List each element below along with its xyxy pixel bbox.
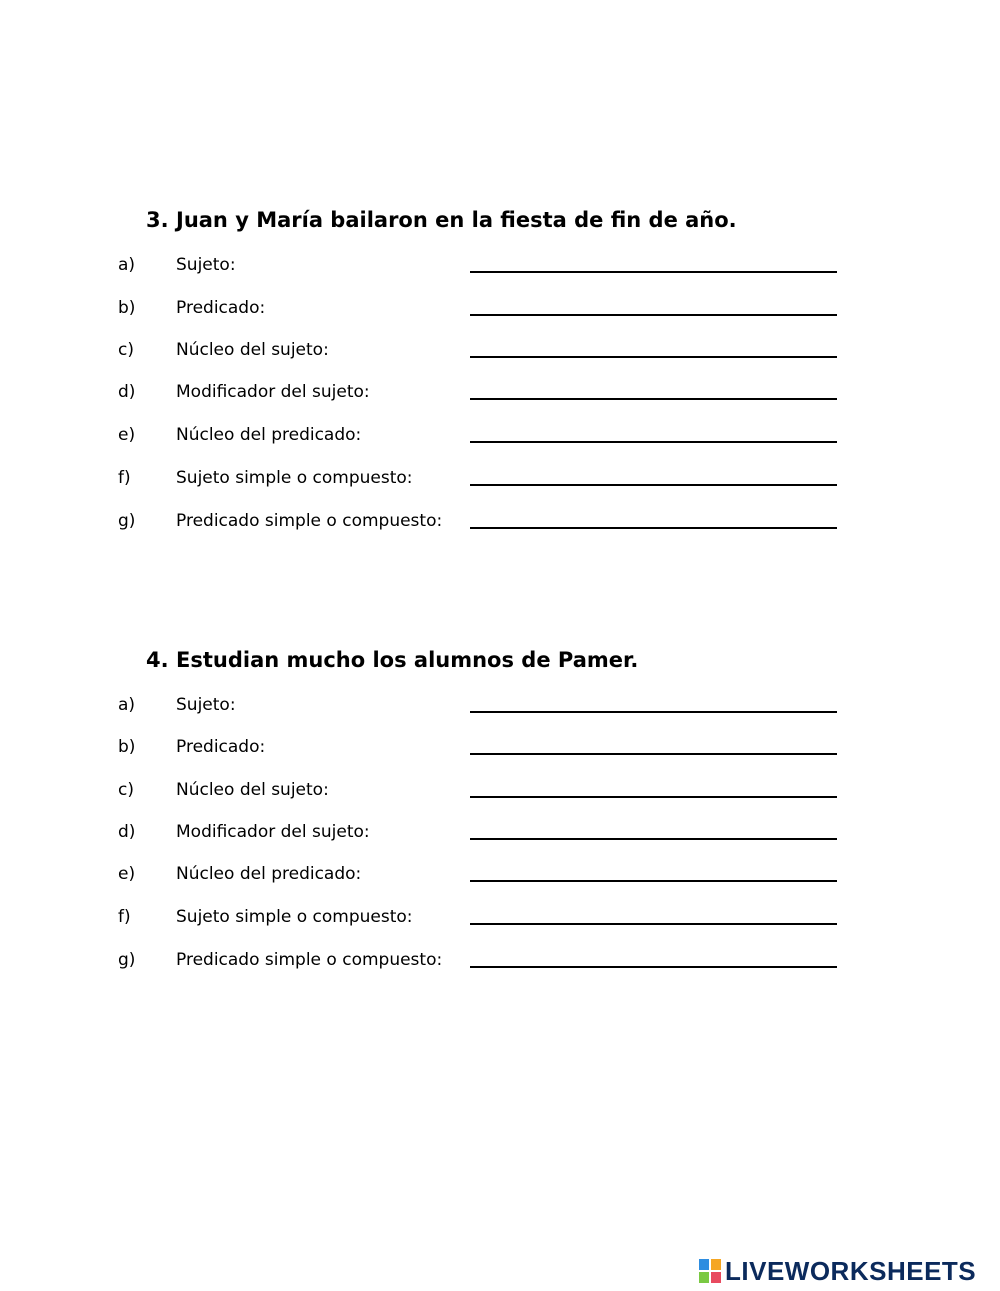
answer-blank[interactable] bbox=[470, 484, 837, 486]
question-title bbox=[146, 205, 737, 235]
answer-row bbox=[0, 775, 1000, 805]
item-letter: d) bbox=[118, 822, 136, 842]
item-letter: b) bbox=[118, 298, 136, 318]
item-label: Sujeto: bbox=[176, 255, 236, 275]
answer-blank[interactable] bbox=[470, 356, 837, 358]
answer-blank[interactable] bbox=[470, 711, 837, 713]
answer-blank[interactable] bbox=[470, 398, 837, 400]
question-title bbox=[146, 645, 638, 675]
liveworksheets-logo-icon bbox=[698, 1258, 722, 1284]
item-letter: g) bbox=[118, 511, 136, 531]
answer-row bbox=[0, 463, 1000, 493]
logo-square bbox=[698, 1258, 710, 1271]
item-letter: a) bbox=[118, 255, 136, 275]
answer-blank[interactable] bbox=[470, 966, 837, 968]
logo-square bbox=[710, 1258, 722, 1271]
answer-row bbox=[0, 293, 1000, 323]
answer-blank[interactable] bbox=[470, 796, 837, 798]
item-letter: g) bbox=[118, 950, 136, 970]
answer-row bbox=[0, 420, 1000, 450]
answer-row bbox=[0, 732, 1000, 762]
question-sentence: Juan y María bailaron en la fiesta de fin de año. bbox=[176, 208, 737, 232]
answer-row bbox=[0, 250, 1000, 280]
brand-name: LIVEWORKSHEETS bbox=[725, 1256, 977, 1286]
item-label: Predicado simple o compuesto: bbox=[176, 950, 443, 970]
answer-row bbox=[0, 335, 1000, 365]
logo-square bbox=[698, 1271, 710, 1284]
item-label: Sujeto simple o compuesto: bbox=[176, 468, 413, 488]
answer-row bbox=[0, 902, 1000, 932]
item-label: Núcleo del predicado: bbox=[176, 864, 362, 884]
item-label: Sujeto simple o compuesto: bbox=[176, 907, 413, 927]
answer-blank[interactable] bbox=[470, 314, 837, 316]
item-letter: a) bbox=[118, 695, 136, 715]
item-label: Modificador del sujeto: bbox=[176, 822, 370, 842]
question-sentence: Estudian mucho los alumnos de Pamer. bbox=[176, 648, 639, 672]
answer-blank[interactable] bbox=[470, 527, 837, 529]
item-letter: c) bbox=[118, 340, 134, 360]
item-label: Núcleo del sujeto: bbox=[176, 780, 329, 800]
answer-blank[interactable] bbox=[470, 923, 837, 925]
answer-row bbox=[0, 859, 1000, 889]
answer-row bbox=[0, 377, 1000, 407]
item-letter: e) bbox=[118, 425, 136, 445]
item-label: Sujeto: bbox=[176, 695, 236, 715]
liveworksheets-logo bbox=[698, 1256, 976, 1286]
item-letter: c) bbox=[118, 780, 134, 800]
answer-blank[interactable] bbox=[470, 880, 837, 882]
item-label: Predicado: bbox=[176, 298, 266, 318]
question-number: 4. bbox=[146, 648, 169, 672]
answer-row bbox=[0, 817, 1000, 847]
item-letter: d) bbox=[118, 382, 136, 402]
item-label: Núcleo del predicado: bbox=[176, 425, 362, 445]
item-letter: f) bbox=[118, 907, 131, 927]
answer-blank[interactable] bbox=[470, 271, 837, 273]
answer-row bbox=[0, 506, 1000, 536]
question-number: 3. bbox=[146, 208, 169, 232]
answer-blank[interactable] bbox=[470, 753, 837, 755]
item-label: Predicado: bbox=[176, 737, 266, 757]
answer-blank[interactable] bbox=[470, 838, 837, 840]
item-letter: b) bbox=[118, 737, 136, 757]
item-letter: e) bbox=[118, 864, 136, 884]
answer-row bbox=[0, 690, 1000, 720]
item-letter: f) bbox=[118, 468, 131, 488]
logo-square bbox=[710, 1271, 722, 1284]
answer-blank[interactable] bbox=[470, 441, 837, 443]
item-label: Modificador del sujeto: bbox=[176, 382, 370, 402]
item-label: Predicado simple o compuesto: bbox=[176, 511, 443, 531]
answer-row bbox=[0, 945, 1000, 975]
item-label: Núcleo del sujeto: bbox=[176, 340, 329, 360]
